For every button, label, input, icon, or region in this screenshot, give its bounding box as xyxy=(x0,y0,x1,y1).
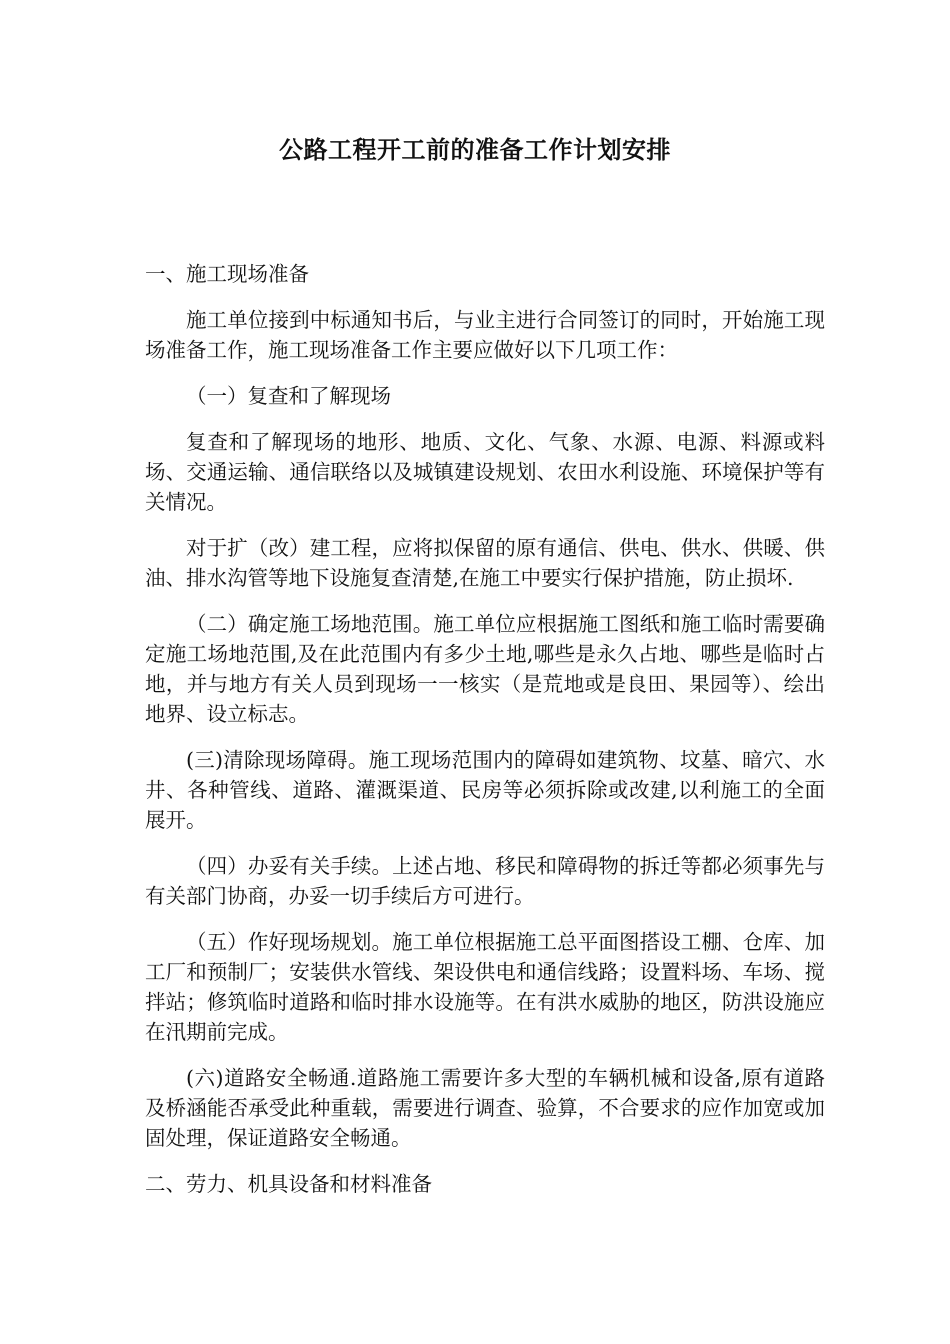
document-title: 公路工程开工前的准备工作计划安排 xyxy=(279,135,671,164)
item-4-paragraph: （四）办妥有关手续。上述占地、移民和障碍物的拆迁等都必须事先与有关部门协商，办妥一切手续后方可进行。 xyxy=(145,854,825,908)
item-1-paragraph-2: 对于扩（改）建工程，应将拟保留的原有通信、供电、供水、供暖、供油、排水沟管等地下设施复查清楚,在施工中要实行保护措施，防止损坏. xyxy=(145,536,825,590)
section-2-heading: 二、劳力、机具设备和材料准备 xyxy=(145,1172,432,1196)
item-1-heading: （一）复查和了解现场 xyxy=(186,384,391,408)
document-body xyxy=(145,259,825,1215)
item-6-paragraph: (六)道路安全畅通.道路施工需要许多大型的车辆机械和设备,原有道路及桥涵能否承受此种重载，需要进行调查、验算，不合要求的应作加宽或加固处理，保证道路安全畅通。 xyxy=(145,1066,825,1150)
section-1-intro: 施工单位接到中标通知书后，与业主进行合同签订的同时，开始施工现场准备工作，施工现场准备工作主要应做好以下几项工作： xyxy=(145,308,825,362)
item-1-paragraph-1: 复查和了解现场的地形、地质、文化、气象、水源、电源、料源或料场、交通运输、通信联络以及城镇建设规划、农田水利设施、环境保护等有关情况。 xyxy=(145,430,825,514)
item-5-paragraph: （五）作好现场规划。施工单位根据施工总平面图搭设工棚、仓库、加工厂和预制厂；安装供水管线、架设供电和通信线路；设置料场、车场、搅拌站；修筑临时道路和临时排水设施等。在有洪水威胁的地区，防洪设施应在汛期前完成。 xyxy=(145,930,825,1044)
item-3-paragraph: (三)清除现场障碍。施工现场范围内的障碍如建筑物、坟墓、暗穴、水井、各种管线、道路、灌溉渠道、民房等必须拆除或改建,以利施工的全面展开。 xyxy=(145,748,825,832)
section-1-heading: 一、施工现场准备 xyxy=(145,262,309,286)
item-2-paragraph: （二）确定施工场地范围。施工单位应根据施工图纸和施工临时需要确定施工场地范围,及在此范围内有多少土地,哪些是永久占地、哪些是临时占地，并与地方有关人员到现场一一核实（是荒地或是良田、果园等）、绘出地界、设立标志。 xyxy=(145,612,825,726)
